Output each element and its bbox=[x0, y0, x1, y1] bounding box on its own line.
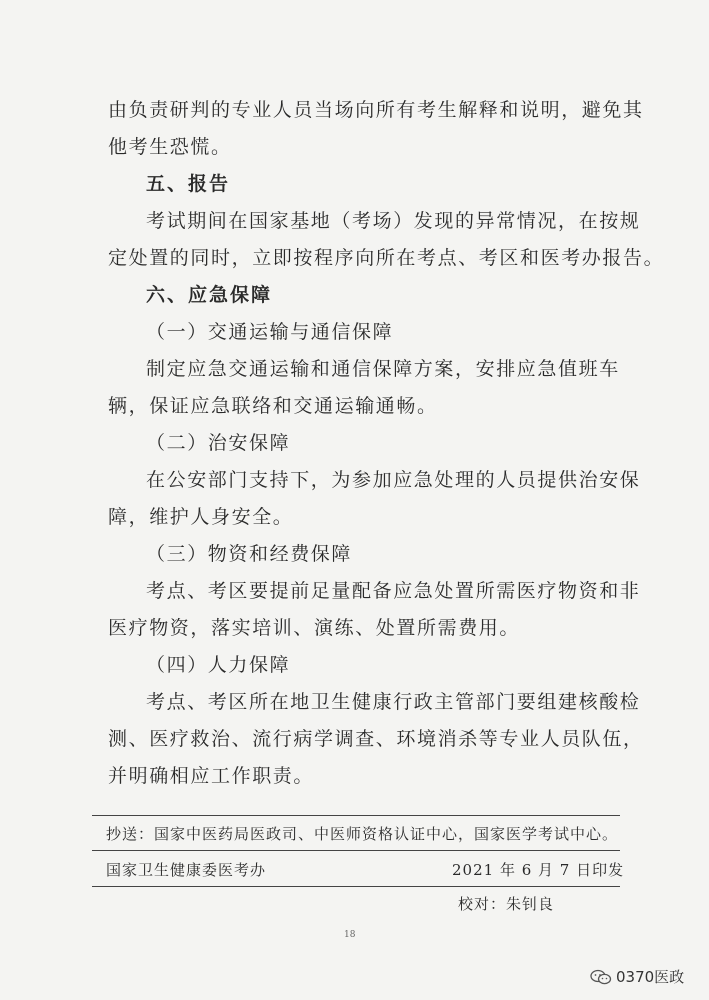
issue-date: 2021 年 6 月 7 日印发 bbox=[452, 861, 625, 879]
footer-divider bbox=[92, 815, 620, 816]
body-line: 定处置的同时，立即按程序向所在考点、考区和医考办报告。 bbox=[108, 247, 665, 269]
cc-line: 抄送：国家中医药局医政司、中医师资格认证中心，国家医学考试中心。 bbox=[106, 825, 619, 843]
body-line: 考试期间在国家基地（考场）发现的异常情况，在按规 bbox=[146, 210, 641, 232]
body-line: 考点、考区要提前足量配备应急处置所需医疗物资和非 bbox=[146, 580, 641, 602]
subsection-title: （三）物资和经费保障 bbox=[146, 543, 353, 565]
watermark-text: 0370医政 bbox=[616, 968, 685, 986]
body-line: 由负责研判的专业人员当场向所有考生解释和说明，避免其 bbox=[108, 99, 644, 121]
subsection-title: （二）治安保障 bbox=[146, 432, 291, 454]
subsection-title: （四）人力保障 bbox=[146, 654, 291, 676]
proofreader: 校对：朱钊良 bbox=[458, 895, 555, 913]
page-number: 18 bbox=[344, 930, 356, 940]
body-line: 他考生恐慌。 bbox=[108, 136, 232, 158]
body-line: 医疗物资，落实培训、演练、处置所需费用。 bbox=[108, 617, 521, 639]
section-heading-report: 五、报告 bbox=[146, 173, 231, 195]
body-line: 障，维护人身安全。 bbox=[108, 506, 294, 528]
body-line: 测、医疗救治、流行病学调查、环境消杀等专业人员队伍， bbox=[108, 728, 644, 750]
footer-divider bbox=[92, 850, 620, 851]
section-heading-emergency: 六、应急保障 bbox=[146, 284, 273, 306]
body-line: 并明确相应工作职责。 bbox=[108, 765, 315, 787]
subsection-title: （一）交通运输与通信保障 bbox=[146, 321, 394, 343]
wechat-icon bbox=[590, 969, 612, 985]
body-line: 辆，保证应急联络和交通运输通畅。 bbox=[108, 395, 438, 417]
issuer: 国家卫生健康委医考办 bbox=[106, 861, 267, 879]
watermark bbox=[590, 966, 684, 987]
body-line: 制定应急交通运输和通信保障方案，安排应急值班车 bbox=[146, 358, 620, 380]
footer-divider bbox=[92, 886, 620, 887]
body-line: 考点、考区所在地卫生健康行政主管部门要组建核酸检 bbox=[146, 691, 641, 713]
body-line: 在公安部门支持下，为参加应急处理的人员提供治安保 bbox=[146, 469, 641, 491]
